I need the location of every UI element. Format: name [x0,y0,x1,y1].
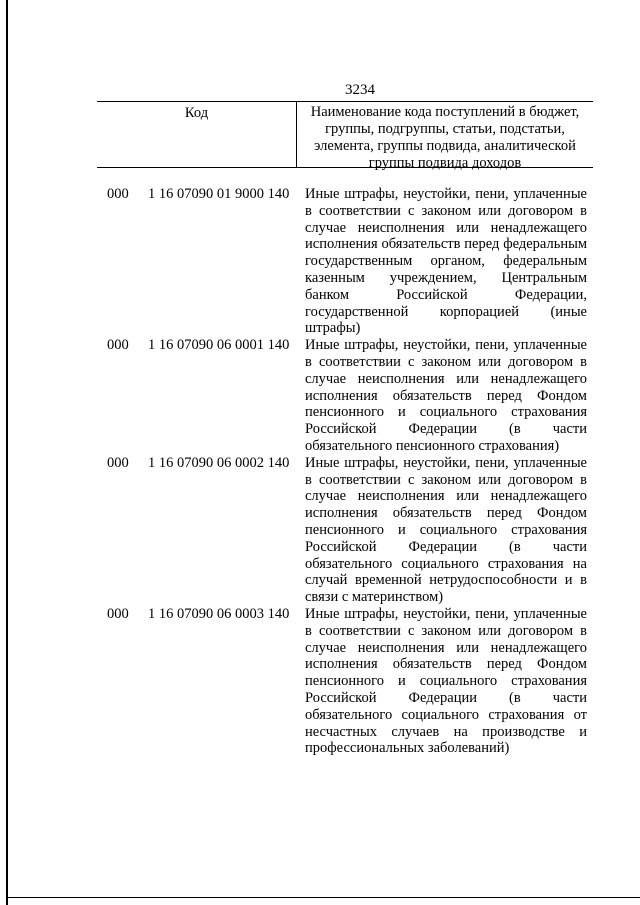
page-number: 3234 [345,82,375,98]
row-description: Иные штрафы, неустойки, пени, уплаченные в соответствии с законом или договором в случае неисполнения или ненадлежащего исполнения обязательств перед федеральным государственным органом, федеральным казенным учреждением, Центральным банком Российской Федерации, государственной корпорацией (иные штрафы) [305,186,587,337]
row-admin-code: 000 [107,454,129,471]
row-income-code: 1 16 07090 01 9000 140 [148,186,290,202]
table-body [0,186,640,757]
row-description: Иные штрафы, неустойки, пени, уплаченные в соответствии с законом или договором в случае неисполнения или ненадлежащего исполнения обязательств перед Фондом пенсионного и социального страхования Российской Федерации (в части обязательного пенсионного страхования) [305,337,587,454]
row-income-code: 1 16 07090 06 0002 140 [148,454,290,471]
row-admin-code: 000 [107,605,129,622]
header-name-label: Наименование кода поступлений в бюджет, группы, подгруппы, статьи, подстатьи, элемента, группы подвида, аналитической группы подвида доходов [310,104,580,171]
header-code-label: Код [97,102,297,167]
table-row [0,337,640,455]
row-description: Иные штрафы, неустойки, пени, уплаченные в соответствии с законом или договором в случае неисполнения или ненадлежащего исполнения обязательств перед Фондом пенсионного и социального страхования Российской Федерации (в части обязательного социального страхования от несчастных случаев на производстве и профессиональных заболеваний) [305,605,587,757]
table-row [0,186,640,337]
row-description: Иные штрафы, неустойки, пени, уплаченные в соответствии с законом или договором в случае неисполнения или ненадлежащего исполнения обязательств перед Фондом пенсионного и социального страхования Российской Федерации (в части обязательного социального страхования на случай временной нетрудоспособности и в связи с материнством) [305,454,587,606]
row-admin-code: 000 [107,186,129,202]
row-income-code: 1 16 07090 06 0003 140 [148,605,290,622]
row-income-code: 1 16 07090 06 0001 140 [148,337,290,354]
table-row [0,455,640,606]
table-row [0,606,640,757]
table-header [97,101,593,171]
row-admin-code: 000 [107,337,129,354]
page-border-bottom [6,897,640,898]
